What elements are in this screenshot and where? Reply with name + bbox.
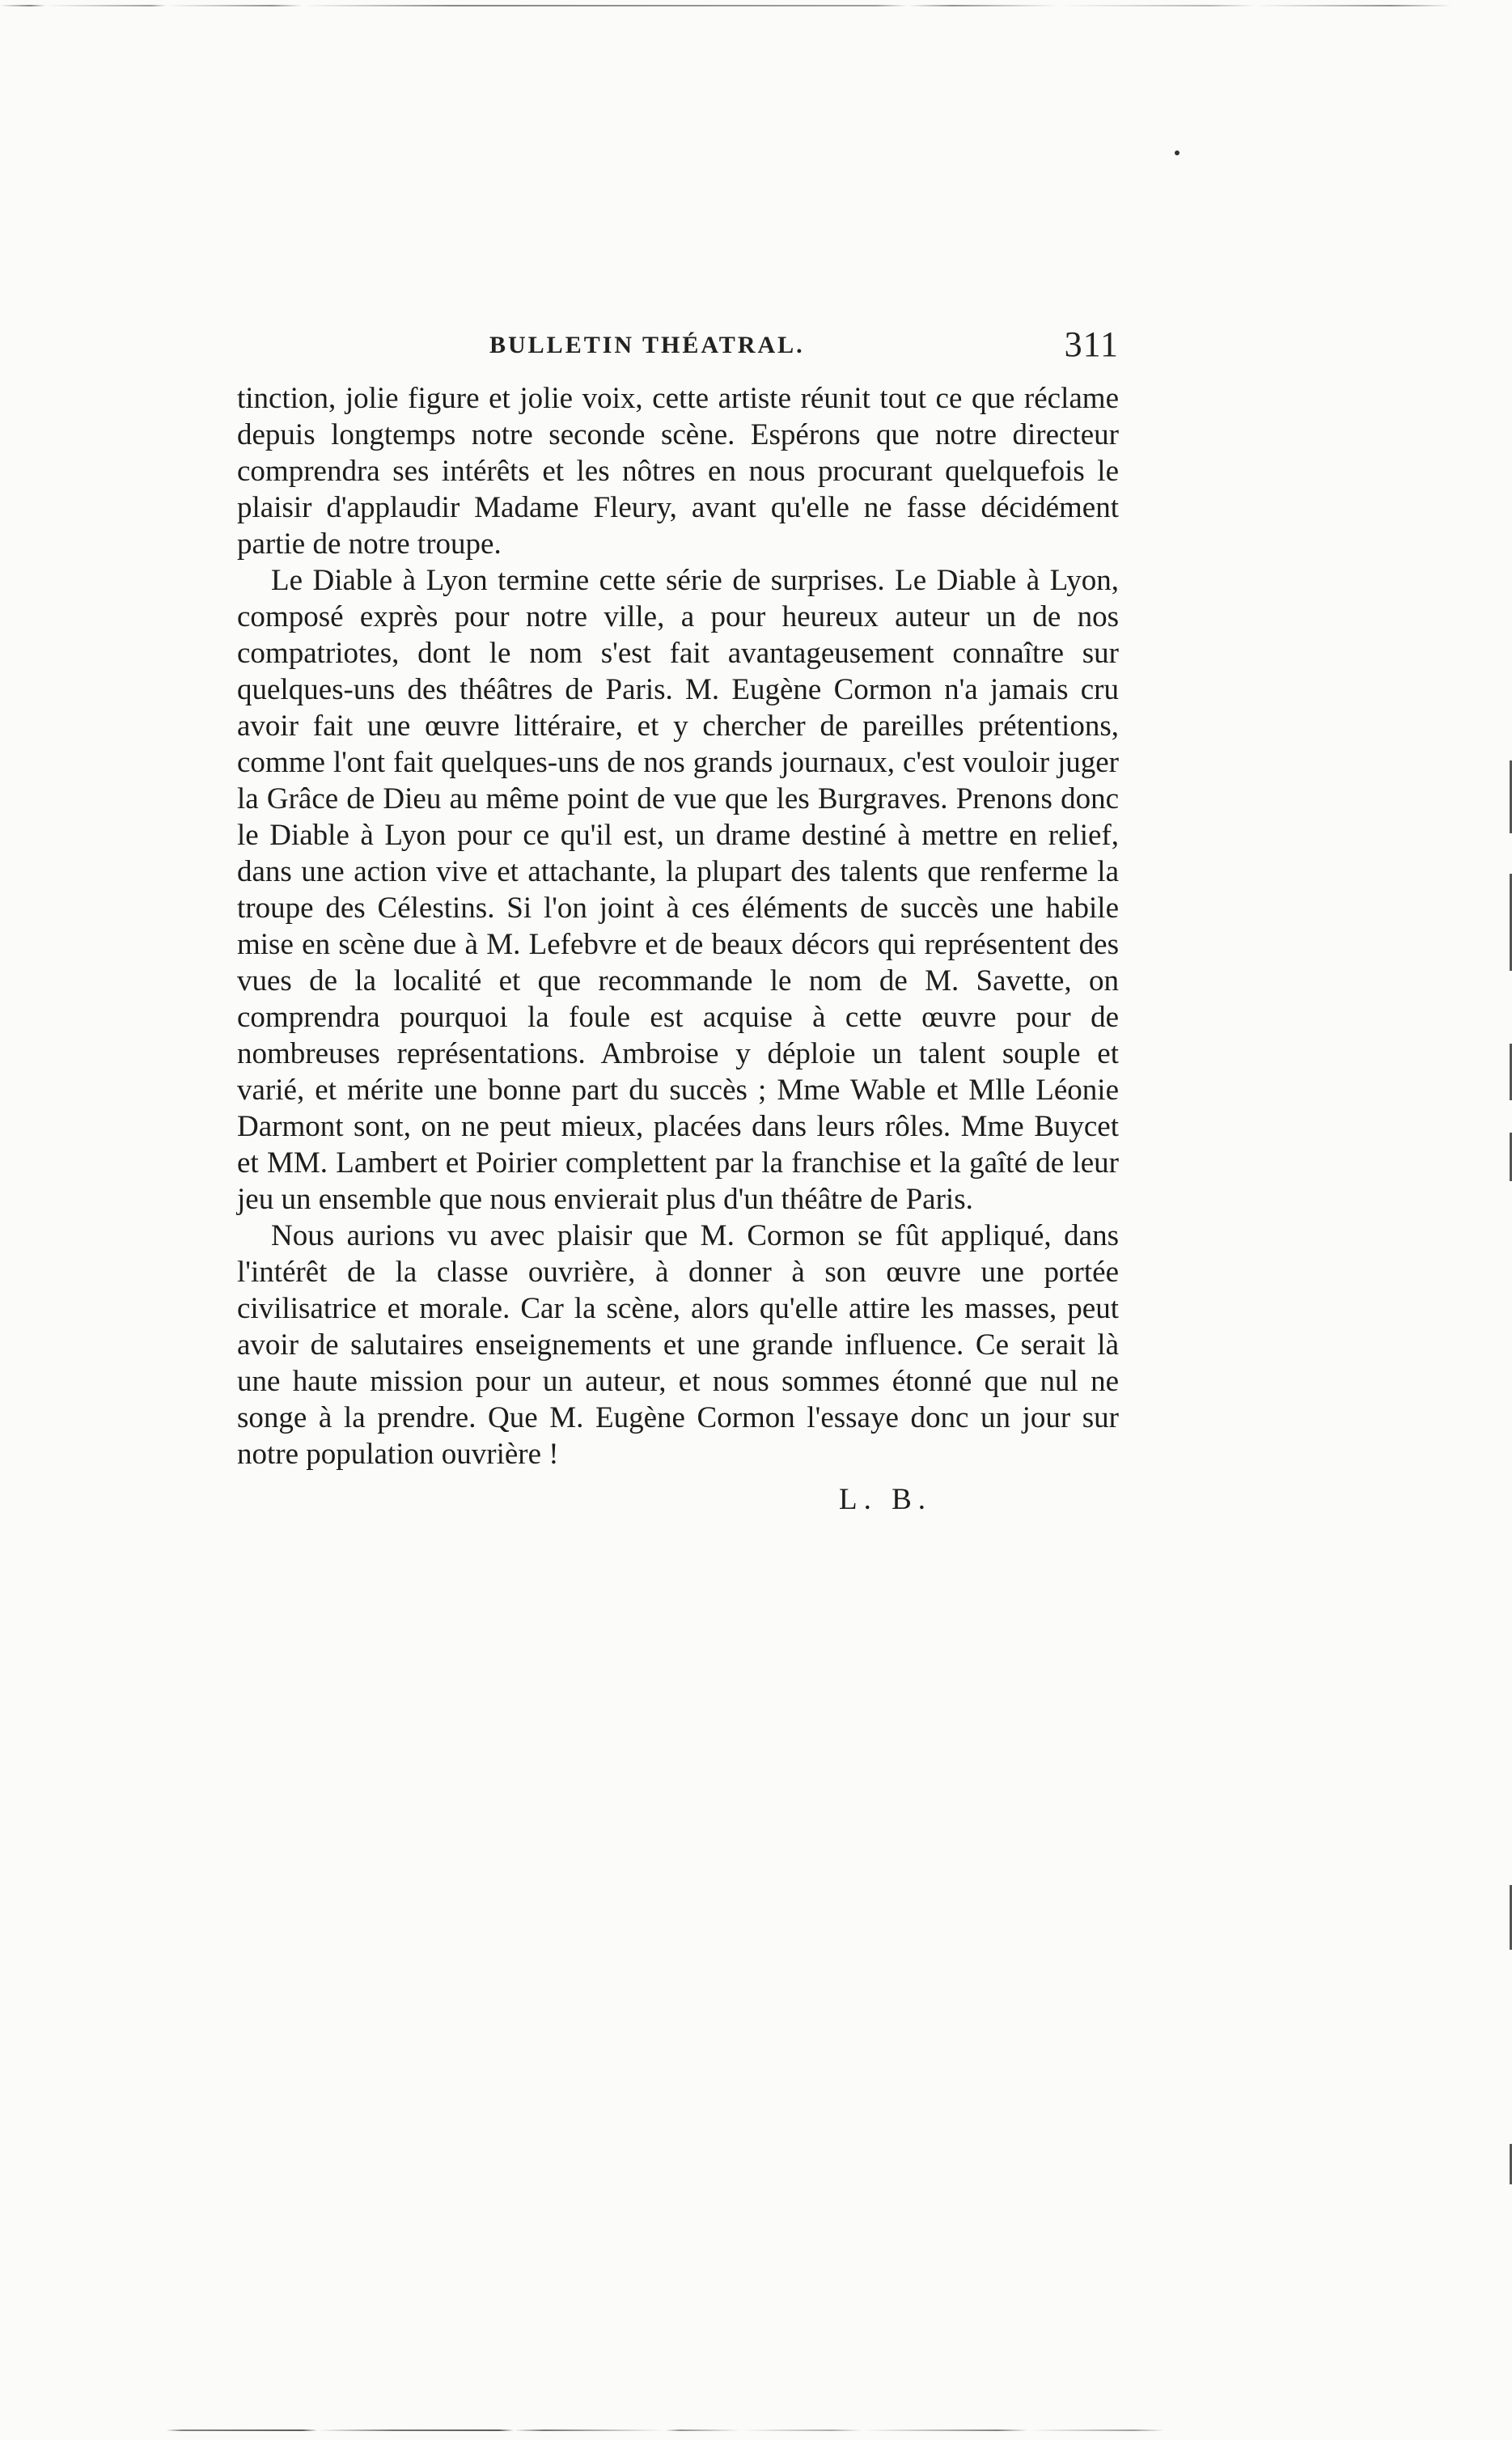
paragraph: tinction, jolie figure et jolie voix, cette artiste réunit tout ce que réclame depuis longtemps notre seconde scène. Espérons que notre directeur comprendra ses intérêts et les nôtres en nous procurant quelquefois le plaisir d'applaudir Madame Fleury, avant qu'elle ne fasse décidément partie de notre troupe. [237,382,1119,561]
book-page [237,324,1119,1517]
running-head [237,324,1119,380]
signature: L. B. [839,1483,933,1516]
running-title: BULLETIN THÉATRAL. [489,332,805,358]
scan-edge-top [0,5,1512,6]
paragraph: Nous aurions vu avec plaisir que M. Cormon se fût appliqué, dans l'intérêt de la classe ouvrière, à donner à son œuvre une portée civilisatrice et morale. Car la scène, alors qu'elle attire les masses, peut avoir de salutaires enseignements et une grande influence. Ce serait là une haute mission pour un auteur, et nous sommes étonné que nul ne songe à la prendre. Que M. Eugène Cormon l'essaye donc un jour sur notre population ouvrière ! [237,1219,1119,1471]
scan-speck [1175,150,1180,155]
page-number: 311 [1064,324,1119,364]
article-body [237,380,1119,1472]
paragraph: Le Diable à Lyon termine cette série de surprises. Le Diable à Lyon, composé exprès pour notre ville, a pour heureux auteur un de nos compatriotes, dont le nom s'est fait avantageusement connaître sur quelques-uns des théâtres de Paris. M. Eugène Cormon n'a jamais cru avoir fait une œuvre littéraire, et y chercher de pareilles prétentions, comme l'ont fait quelques-uns de nos grands journaux, c'est vouloir juger la Grâce de Dieu au même point de vue que les Burgraves. Prenons donc le Diable à Lyon pour ce qu'il est, un drame destiné à mettre en relief, dans une action vive et attachante, la plupart des talents que renferme la troupe des Célestins. Si l'on joint à ces éléments de succès une habile mise en scène due à M. Lefebvre et de beaux décors qui représentent des vues de la localité et que recommande le nom de M. Savette, on comprendra pourquoi la foule est acquise à cette œuvre pour de nombreuses représentations. Ambroise y déploie un talent souple et varié, et mérite une bonne part du succès ; Mme Wable et Mlle Léonie Darmont sont, on ne peut mieux, placées dans leurs rôles. Mme Buycet et MM. Lambert et Poirier complettent par la franchise et la gaîté de leur jeu un ensemble que nous envierait plus d'un théâtre de Paris. [237,564,1119,1216]
scan-edge-bottom [0,2429,1512,2431]
